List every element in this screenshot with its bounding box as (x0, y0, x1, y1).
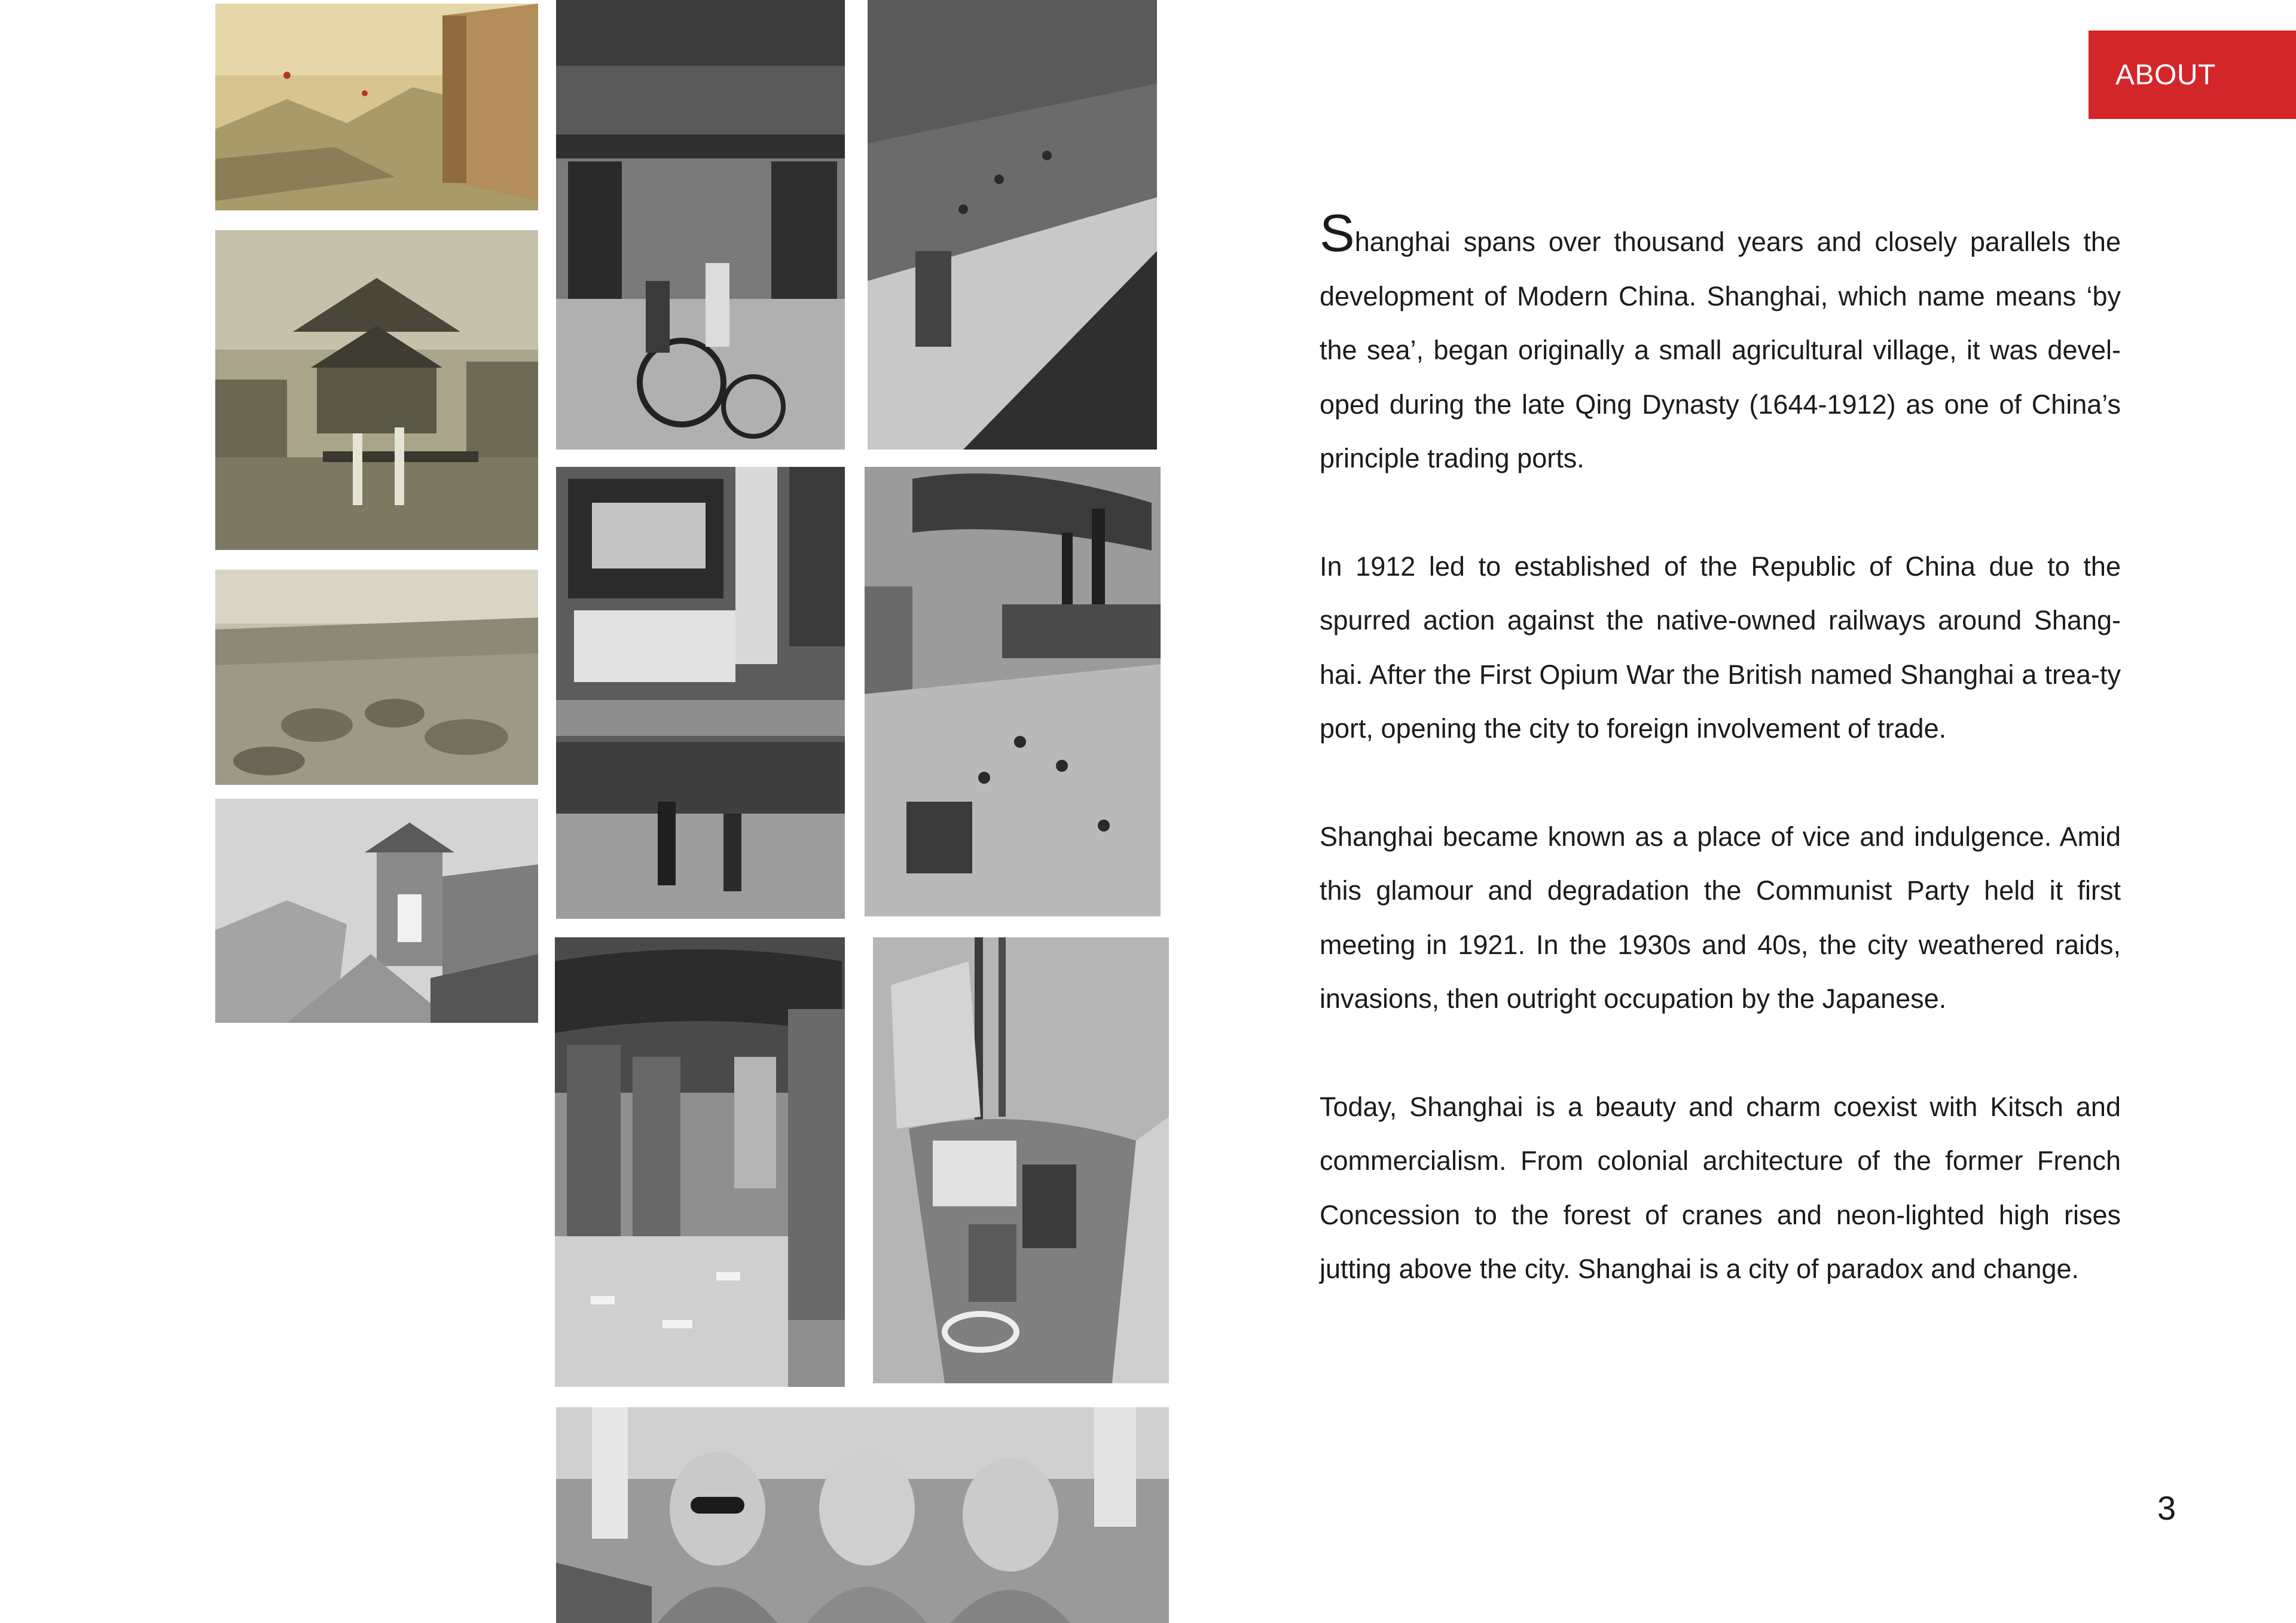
junk-boat-photo (873, 937, 1169, 1383)
painting-city-wall-photo (215, 4, 538, 210)
three-women-photo (556, 1407, 1169, 1623)
section-label-tab (2089, 30, 2296, 119)
steamship-harbor-photo (865, 467, 1161, 916)
page-number: 3 (2157, 1489, 2176, 1527)
paragraph-1-text: hanghai spans over thousand years and closely parallels the development of Modern China. Shanghai, which name means ‘by the sea’, began originally a small agricultural village, it was devel-oped during the late Qing Dynasty (1644-1912) as one of China’s principle trading ports. (1320, 227, 2121, 473)
shop-signs-photo (556, 467, 845, 919)
section-label: ABOUT (2115, 59, 2216, 91)
engraving-gate-photo (215, 799, 538, 1023)
crowd-wharf-photo (868, 0, 1157, 450)
paragraph-1 (1320, 203, 2121, 486)
soldiers-crowd-photo (555, 937, 845, 1387)
engraving-landscape-photo (215, 570, 538, 785)
pagoda-teahouse-photo (215, 230, 538, 550)
paragraph-2: In 1912 led to established of the Republic of China due to the spurred action against the native-owned railways around Shang-hai. After the First Opium War the British named Shanghai a trea-ty port, opening the city to foreign involvement of trade. (1320, 551, 2121, 744)
drop-cap: S (1320, 203, 1355, 262)
paragraph-3: Shanghai became known as a place of vice and indulgence. Amid this glamour and degradation the Communist Party held it first meeting in 1921. In the 1930s and 40s, the city weathered raids, invasions, then outright occupation by the Japanese. (1320, 821, 2121, 1014)
article-body (1320, 203, 2121, 1350)
paragraph-4: Today, Shanghai is a beauty and charm coexist with Kitsch and commercialism. From colonial architecture of the former French Concession to the forest of cranes and neon-lighted high rises jutting above the city. Shanghai is a city of paradox and change. (1320, 1091, 2121, 1284)
street-market-photo (556, 0, 845, 450)
